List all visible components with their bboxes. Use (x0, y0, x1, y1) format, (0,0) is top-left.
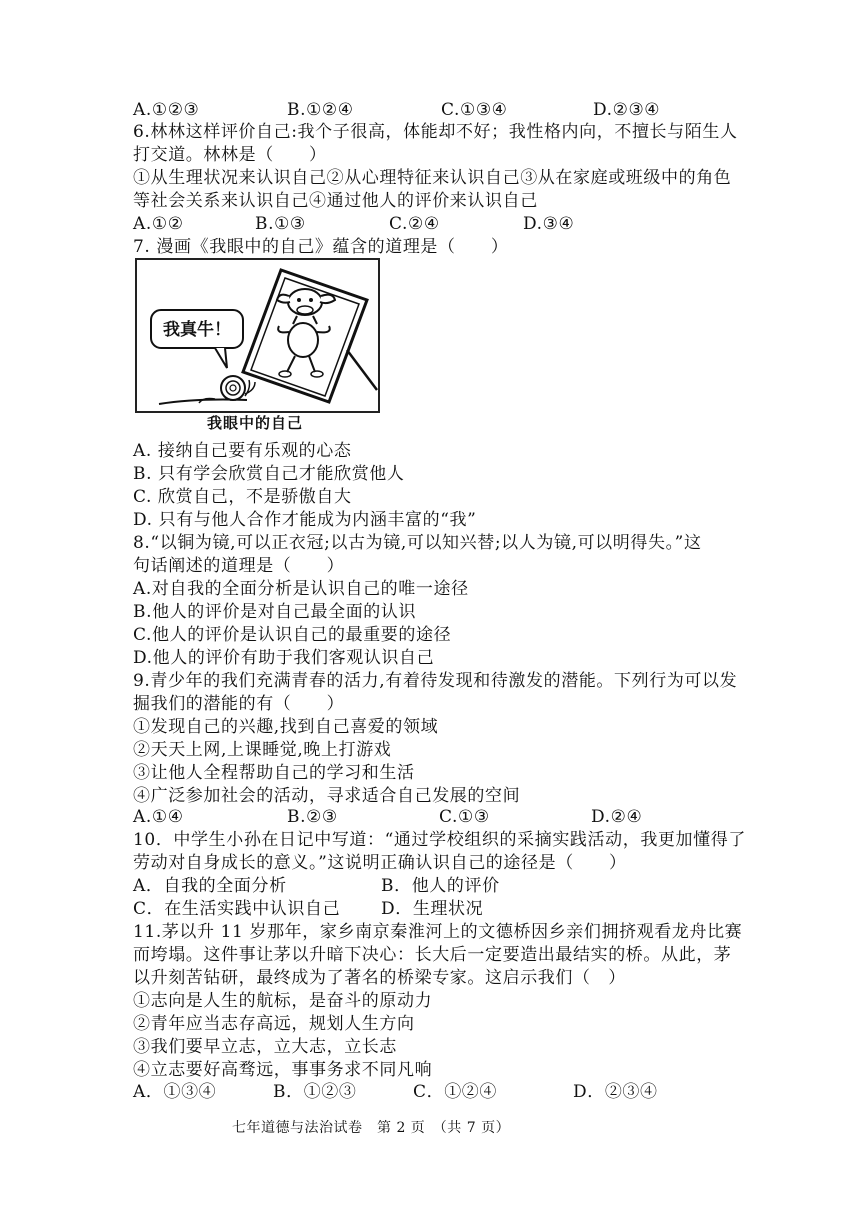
comic-caption: 我眼中的自己 (207, 414, 304, 432)
q11-stem-line1: 11.茅以升 11 岁那年，家乡南京秦淮河上的文德桥因乡亲们拥挤观看龙舟比赛 (133, 922, 743, 942)
q9-item-3: ③让他人全程帮助自己的学习和生活 (133, 763, 415, 783)
q7-option-d: D. 只有与他人合作才能成为内涵丰富的“我” (133, 510, 477, 530)
page-footer: 七年道德与法治试卷 第 2 页 （共 7 页） (232, 1120, 511, 1136)
q10-options-row1 (133, 875, 500, 897)
q11-options (133, 1081, 658, 1103)
q8-stem-line2: 句话阐述的道理是（ ） (133, 556, 345, 576)
q10-stem-line2: 劳动对自身成长的意义。”这说明正确认识自己的途径是（ ） (133, 853, 627, 873)
q11-option-c: C．①②④ (413, 1082, 498, 1102)
q11-stem-line2: 而垮塌。这件事让茅以升暗下决心：长大后一定要造出最结实的桥。从此，茅 (133, 945, 732, 965)
speech-bubble (151, 310, 243, 368)
q6-stem-line1: 6.林林这样评价自己:我个子很高，体能却不好；我性格内向，不擅长与陌生人 (133, 122, 738, 142)
q10-stem-line1: 10．中学生小孙在日记中写道：“通过学校组织的采摘实践活动，我更加懂得了 (133, 830, 746, 850)
q10-option-d: D．生理状况 (381, 899, 484, 919)
q6-options (133, 213, 574, 235)
q6-option-a: A.①② (133, 214, 184, 234)
q5-option-c: C.①③④ (441, 100, 508, 120)
q11-item-1: ①志向是人生的航标，是奋斗的原动力 (133, 991, 433, 1011)
q5-options (133, 99, 660, 121)
q8-option-a: A.对自我的全面分析是认识自己的唯一途径 (133, 579, 469, 599)
q9-options (133, 806, 642, 828)
q11-option-b: B．①②③ (273, 1082, 357, 1102)
q5-option-d: D.②③④ (593, 100, 661, 120)
q7-option-a: A. 接纳自己要有乐观的心态 (133, 441, 352, 461)
q10-option-a: A．自我的全面分析 (133, 876, 287, 896)
q6-stem-line2: 打交道。林林是（ ） (133, 145, 327, 165)
q9-stem-line2: 掘我们的潜能的有（ ） (133, 694, 345, 714)
q8-stem-line1: 8.“以铜为镜,可以正衣冠;以古为镜,可以知兴替;以人为镜,可以明得失。”这 (133, 533, 702, 553)
q8-option-c: C.他人的评价是认识自己的最重要的途径 (133, 625, 452, 645)
q9-item-4: ④广泛参加社会的活动，寻求适合自己发展的空间 (133, 786, 521, 806)
q9-item-2: ②天天上网,上课睡觉,晚上打游戏 (133, 740, 392, 760)
q9-option-b: B.②③ (287, 807, 338, 827)
q10-option-b: B．他人的评价 (381, 876, 500, 896)
q8-option-d: D.他人的评价有助于我们客观认识自己 (133, 648, 435, 668)
snail-icon (159, 376, 255, 404)
q10-options-row2 (133, 898, 483, 920)
q11-option-a: A．①③④ (133, 1082, 217, 1102)
q9-item-1: ①发现自己的兴趣,找到自己喜爱的领域 (133, 717, 439, 737)
q8-option-b: B.他人的评价是对自己最全面的认识 (133, 602, 417, 622)
q11-item-2: ②青年应当志存高远，规划人生方向 (133, 1014, 415, 1034)
q10-option-c: C．在生活实践中认识自己 (133, 899, 341, 919)
q5-option-a: A.①②③ (133, 100, 200, 120)
q6-option-d: D.③④ (523, 214, 575, 234)
q7-stem: 7. 漫画《我眼中的自己》蕴含的道理是（ ） (133, 237, 509, 257)
comic-drawing (137, 260, 378, 411)
q7-option-c: C. 欣赏自己，不是骄傲自大 (133, 487, 352, 507)
q9-option-a: A.①④ (133, 807, 184, 827)
q6-option-c: C.②④ (389, 214, 440, 234)
comic-image (135, 258, 380, 413)
q9-option-c: C.①③ (439, 807, 490, 827)
q11-stem-line3: 以升刻苦钻研，最终成为了著名的桥梁专家。这启示我们（ ） (133, 968, 626, 988)
q6-option-b: B.①③ (255, 214, 306, 234)
speech-bubble-text: 我真牛！ (163, 320, 231, 340)
q11-item-3: ③我们要早立志，立大志，立长志 (133, 1037, 397, 1057)
q6-items-line2: 等社会关系来认识自己④通过他人的评价来认识自己 (133, 191, 538, 211)
q5-option-b: B.①②④ (287, 100, 354, 120)
q7-option-b: B. 只有学会欣赏自己才能欣赏他人 (133, 464, 405, 484)
q11-option-d: D．②③④ (573, 1082, 658, 1102)
q6-items-line1: ①从生理状况来认识自己②从心理特征来认识自己③从在家庭或班级中的角色 (133, 168, 732, 188)
q9-option-d: D.②④ (591, 807, 643, 827)
q11-item-4: ④立志要好高骛远，事事务求不同凡响 (133, 1060, 433, 1080)
q9-stem-line1: 9.青少年的我们充满青春的活力,有着待发现和待激发的潜能。下列行为可以发 (133, 671, 738, 691)
